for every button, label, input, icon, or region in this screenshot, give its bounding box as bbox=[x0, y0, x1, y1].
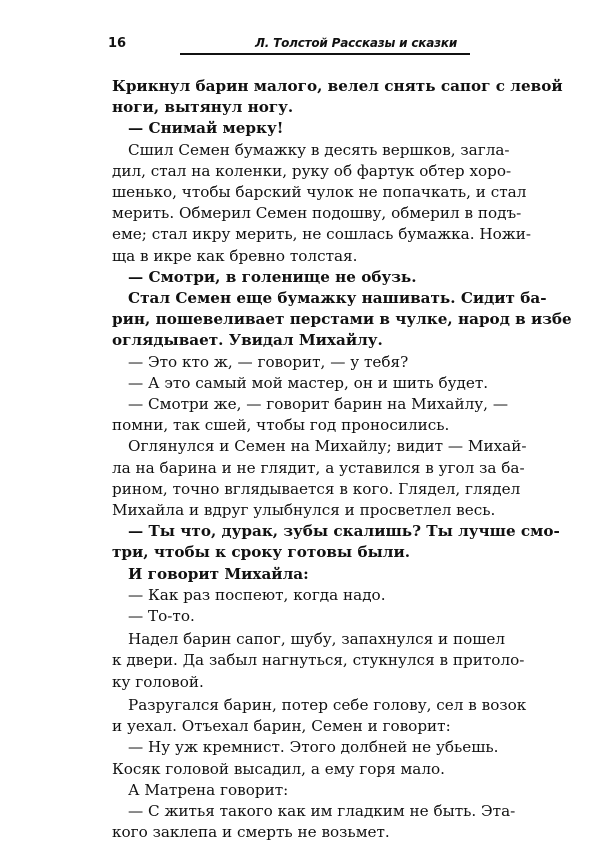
text-line: — Смотри, в голенище не обузь. bbox=[128, 267, 417, 286]
text-line: оглядывает. Увидал Михайлу. bbox=[112, 331, 383, 350]
text-line: Крикнул барин малого, велел снять сапог с левой bbox=[112, 77, 563, 95]
text-line: — Ты что, дурак, зубы скалишь? Ты лучше смо- bbox=[128, 522, 560, 541]
running-title: Л. Толстой Рассказы и сказки bbox=[255, 36, 458, 50]
text-line: ку головой. bbox=[112, 672, 204, 691]
text-line: Разругался барин, потер себе голову, сел в возок bbox=[128, 695, 527, 714]
text-line: кого заклепа и смерть не возьмет. bbox=[112, 823, 390, 842]
text-line: Косяк головой высадил, а ему горя мало. bbox=[112, 759, 445, 778]
text-line: — То-то. bbox=[128, 607, 195, 626]
body-text bbox=[112, 76, 572, 843]
text-line: мерить. Обмерил Семен подошву, обмерил в подъ- bbox=[112, 204, 522, 223]
text-line: помни, так сшей, чтобы год проносились. bbox=[112, 416, 450, 435]
text-line: Сшил Семен бумажку в десять вершков, загла- bbox=[128, 140, 510, 159]
text-line: рин, пошевеливает перстами в чулке, народ в избе bbox=[112, 310, 572, 329]
text-line: — Смотри же, — говорит барин на Михайлу, — bbox=[128, 395, 509, 414]
text-line: и уехал. Отъехал барин, Семен и говорит: bbox=[112, 717, 451, 736]
page-number: 16 bbox=[108, 36, 127, 51]
text-line: — Как раз поспеют, когда надо. bbox=[128, 585, 386, 604]
text-line: три, чтобы к сроку готовы были. bbox=[112, 543, 411, 562]
text-line: еме; стал икру мерить, не сошлась бумажка. Ножи- bbox=[112, 225, 531, 244]
text-line: — Это кто ж, — говорит, — у тебя? bbox=[128, 352, 409, 371]
text-line: Михайла и вдруг улыбнулся и просветлел весь. bbox=[112, 501, 496, 520]
text-line: Надел барин сапог, шубу, запахнулся и пошел bbox=[128, 630, 506, 649]
page-header bbox=[0, 0, 600, 70]
text-line: к двери. Да забыл нагнуться, стукнулся в притоло- bbox=[112, 651, 525, 670]
header-rule bbox=[180, 53, 470, 55]
text-line: — А это самый мой мастер, он и шить будет. bbox=[128, 373, 489, 392]
text-line: Оглянулся и Семен на Михайлу; видит — Михай- bbox=[128, 437, 527, 456]
text-line: — Снимай мерку! bbox=[128, 119, 284, 138]
text-line: И говорит Михайла: bbox=[128, 564, 309, 583]
text-line: рином, точно вглядывается в кого. Глядел, глядел bbox=[112, 479, 521, 498]
text-line: А Матрена говорит: bbox=[128, 780, 289, 799]
text-line: — Ну уж кремнист. Этого долбней не убьешь. bbox=[128, 738, 499, 757]
text-line: ла на барина и не глядит, а уставился в угол за ба- bbox=[112, 458, 525, 477]
text-line: Стал Семен еще бумажку нашивать. Сидит ба- bbox=[128, 289, 547, 308]
text-line: шенько, чтобы барский чулок не попачкать, и стал bbox=[112, 183, 527, 202]
text-line: — С житья такого как им гладким не быть. Эта- bbox=[128, 801, 516, 820]
text-line: ноги, вытянул ногу. bbox=[112, 98, 294, 117]
text-line: дил, стал на коленки, руку об фартук обтер хоро- bbox=[112, 161, 512, 180]
text-line: ща в икре как бревно толстая. bbox=[112, 246, 358, 265]
